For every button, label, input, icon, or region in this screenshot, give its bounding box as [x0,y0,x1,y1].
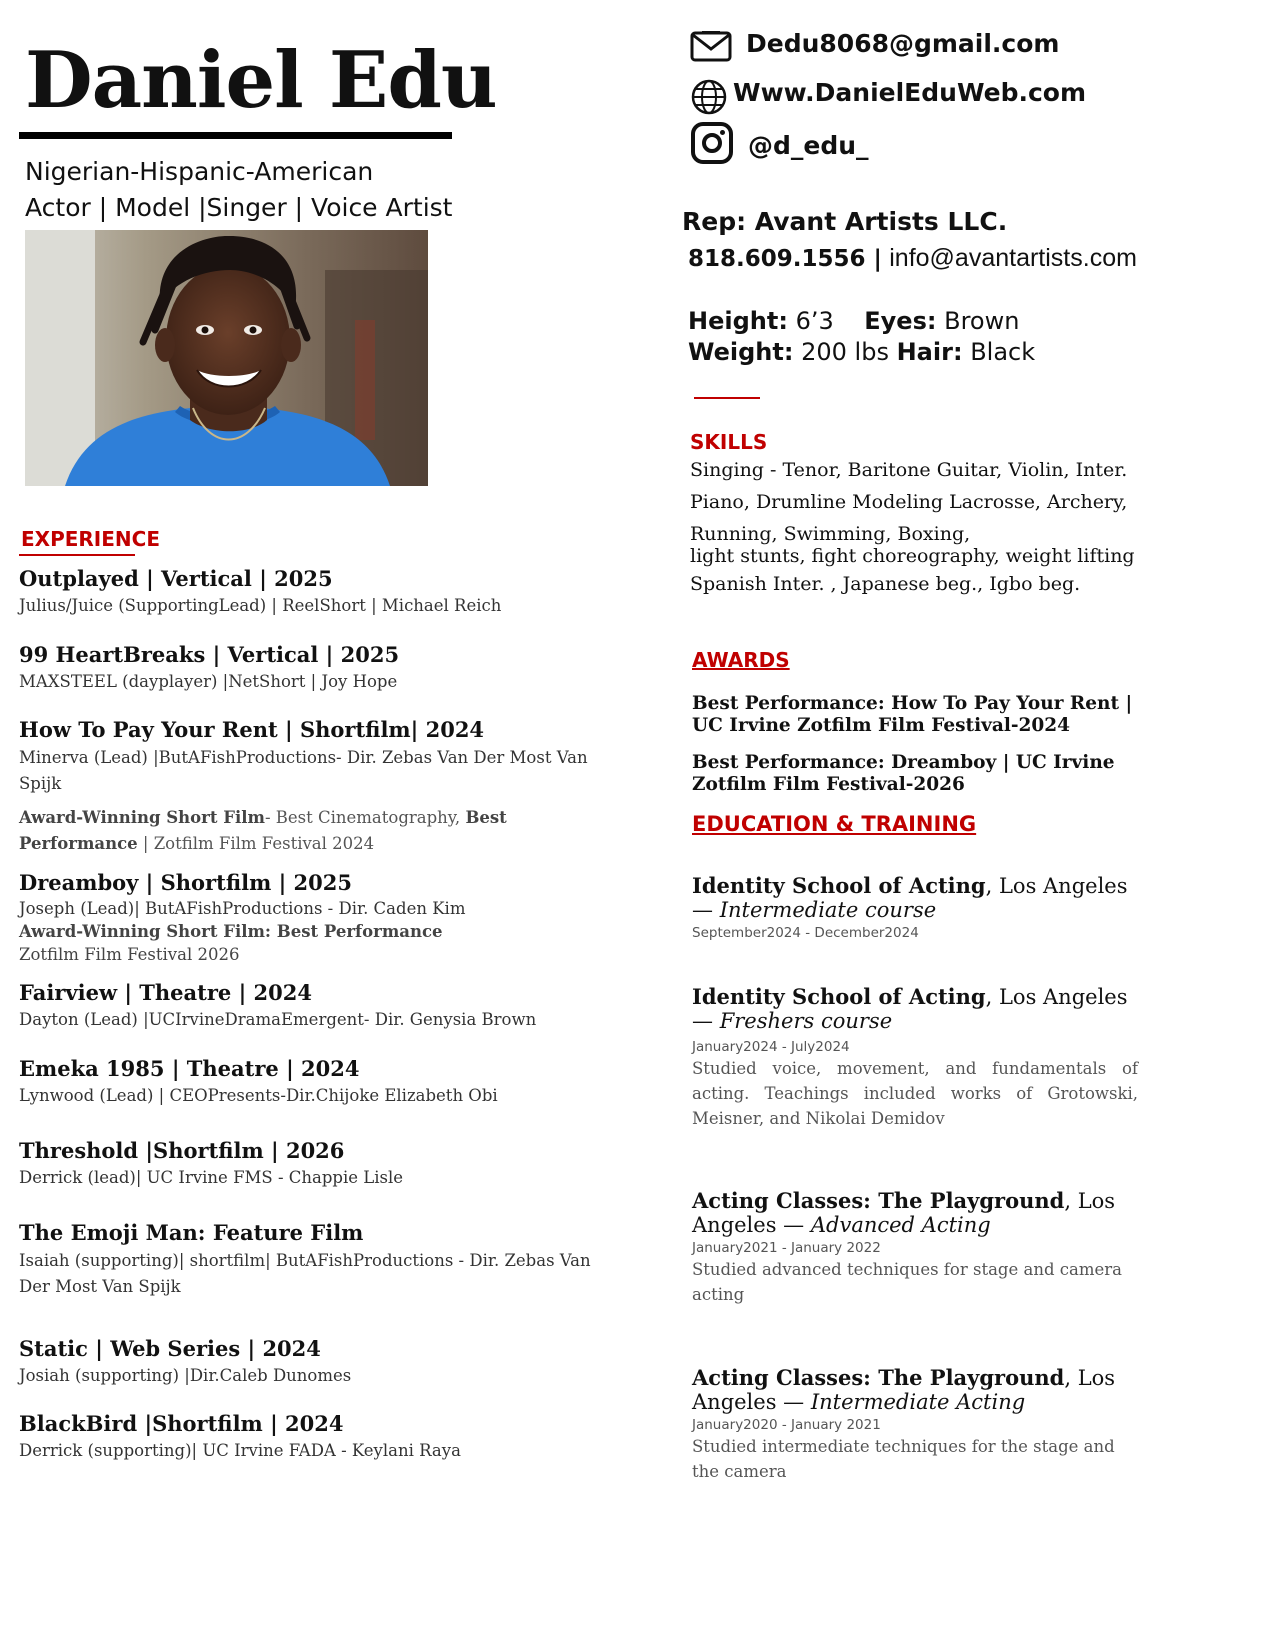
school-location: , Los Angeles — [692,1189,1116,1237]
height-value: 6’3 [795,307,834,335]
height-eyes-line [688,307,1019,335]
credit-detail: MAXSTEEL (dayplayer) |NetShort | Joy Hope [19,672,398,691]
credit-detail: Josiah (supporting) |Dir.Caleb Dunomes [19,1366,352,1385]
skills-line: Singing - Tenor, Baritone Guitar, Violin, Inter. [690,459,1128,481]
credit-detail: Isaiah (supporting)| shortfilm| ButAFishProductions - Dir. Zebas Van Der Most Van Spijk [19,1251,591,1296]
rep-email[interactable]: info@avantartists.com [889,244,1137,272]
credit-title: Emeka 1985 | Theatre | 2024 [19,1056,360,1081]
credit-title: Threshold |Shortfilm | 2026 [19,1138,345,1163]
credit-title: Outplayed | Vertical | 2025 [19,566,333,591]
education-item-title [692,1366,1152,1414]
credit-detail: Dayton (Lead) |UCIrvineDramaEmergent- Dir. Genysia Brown [19,1010,537,1029]
credit-detail: Joseph (Lead)| ButAFishProductions - Dir. Caden Kim [19,899,466,918]
credit-title: Dreamboy | Shortfilm | 2025 [19,870,352,895]
hair-value: Black [970,338,1036,366]
page-title: Daniel Edu [25,35,497,126]
credit-detail: Derrick (lead)| UC Irvine FMS - Chappie Lisle [19,1168,404,1187]
credit-detail: Lynwood (Lead) | CEOPresents-Dir.Chijoke Elizabeth Obi [19,1086,498,1105]
headshot-photo [25,230,428,486]
awards-heading: AWARDS [692,648,790,672]
award-item: Best Performance: Dreamboy | UC Irvine Zotfilm Film Festival-2026 [692,752,1115,795]
experience-heading: EXPERIENCE [21,527,160,551]
skills-line: Running, Swimming, Boxing, [690,523,971,545]
award-item: Best Performance: How To Pay Your Rent | UC Irvine Zotfilm Film Festival-2024 [692,693,1133,736]
title-underline [19,132,452,139]
credit-title: Fairview | Theatre | 2024 [19,980,312,1005]
weight-hair-line [688,338,1035,366]
course-name: Intermediate Acting [810,1390,1026,1414]
award-label: Best Performance [19,808,507,853]
hair-label: Hair: [896,338,963,366]
skills-line: light stunts, fight choreography, weight lifting [690,545,1135,567]
experience-underline [19,554,135,556]
award-text: | Zotfilm Film Festival 2024 [137,834,375,853]
education-item-title [692,874,1152,922]
credit-title: 99 HeartBreaks | Vertical | 2025 [19,642,400,667]
school-location: , Los Angeles — [692,1366,1116,1414]
school-name: Acting Classes: The Playground [692,1188,1065,1213]
credit-detail: Derrick (supporting)| UC Irvine FADA - Keylani Raya [19,1441,461,1460]
instagram-icon [690,121,734,169]
education-heading: EDUCATION & TRAINING [692,812,977,836]
weight-value: 200 lbs [801,338,889,366]
globe-icon [690,78,728,120]
skills-line: Spanish Inter. , Japanese beg., Igbo beg. [690,573,1081,595]
eyes-label: Eyes: [864,307,937,335]
school-name: Identity School of Acting [692,873,986,898]
credit-award-note [19,805,619,857]
credit-festival: Zotfilm Film Festival 2026 [19,945,240,964]
course-name: Advanced Acting [810,1213,991,1237]
weight-label: Weight: [688,338,794,366]
rep-phone[interactable]: 818.609.1556 | [688,246,882,272]
website-link[interactable]: Www.DanielEduWeb.com [733,78,1087,107]
roles-line: Actor | Model |Singer | Voice Artist [25,193,453,222]
education-description: Studied advanced techniques for stage and camera acting [692,1260,1122,1304]
credit-award-note: Award-Winning Short Film: Best Performance [19,922,443,941]
credit-title: Static | Web Series | 2024 [19,1336,321,1361]
skills-heading: SKILLS [690,430,768,454]
height-label: Height: [688,307,788,335]
school-location: , Los Angeles — [692,985,1128,1033]
course-name: Freshers course [719,1009,893,1033]
representation-contact [688,244,1137,273]
envelope-icon [690,27,732,67]
education-description: Studied intermediate techniques for the stage and the camera [692,1437,1115,1481]
education-dates: January2021 - January 2022 [692,1240,881,1256]
credit-title: The Emoji Man: Feature Film [19,1220,364,1245]
skills-line: Piano, Drumline Modeling Lacrosse, Archery, [690,491,1128,513]
award-text: - Best Cinematography, [264,808,466,827]
school-location: , Los Angeles — [692,874,1128,922]
credit-title: BlackBird |Shortfilm | 2024 [19,1411,344,1436]
education-dates: January2024 - July2024 [692,1039,850,1055]
education-dates: January2020 - January 2021 [692,1417,881,1433]
representation-label: Rep: Avant Artists LLC. [682,207,1008,236]
education-item-title [692,1189,1152,1237]
school-name: Identity School of Acting [692,984,986,1009]
education-dates: September2024 - December2024 [692,925,919,941]
credit-detail: Julius/Juice (SupportingLead) | ReelShort | Michael Reich [19,596,502,615]
credit-title: How To Pay Your Rent | Shortfilm| 2024 [19,717,485,742]
education-item-title [692,985,1152,1033]
education-description: Studied voice, movement, and fundamentals of acting. Teachings included works of Grotowski, Meisner, and Nikolai Demidov [692,1059,1138,1128]
course-name: Intermediate course [719,898,937,922]
email-link[interactable]: Dedu8068@gmail.com [746,29,1060,58]
instagram-handle[interactable]: @d_edu_ [748,131,869,160]
divider [694,397,760,399]
origin-line: Nigerian-Hispanic-American [25,157,374,186]
school-name: Acting Classes: The Playground [692,1365,1065,1390]
award-label: Award-Winning Short Film [19,808,265,827]
eyes-value: Brown [944,307,1020,335]
credit-detail: Minerva (Lead) |ButAFishProductions- Dir. Zebas Van Der Most Van Spijk [19,748,588,793]
